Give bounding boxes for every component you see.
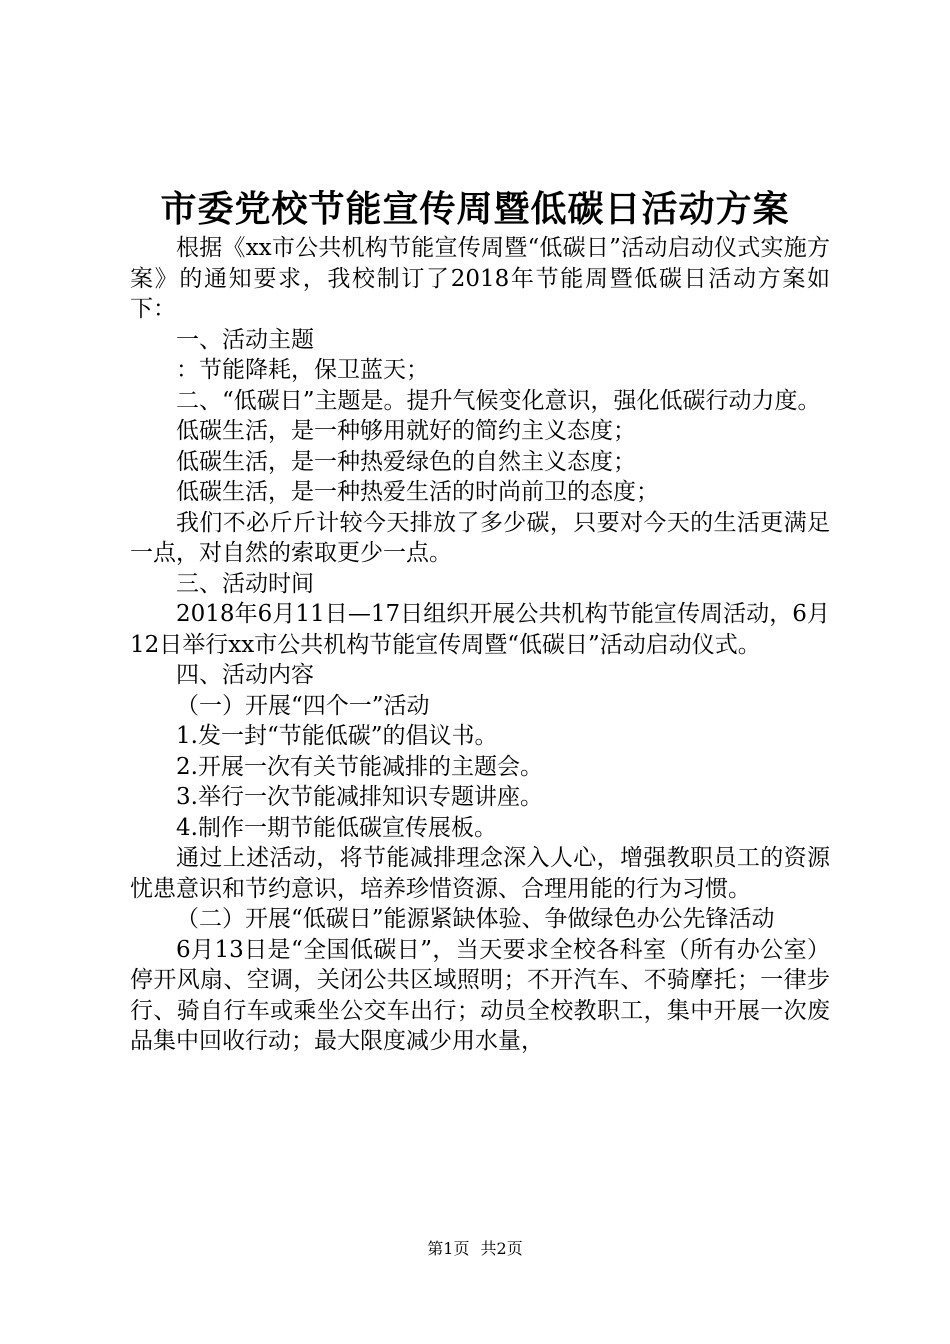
list-item-4: 4.制作一期节能低碳宣传展板。 <box>176 814 497 841</box>
page-footer <box>0 1239 950 1259</box>
paragraph-low-carbon-4: 我们不必斤斤计较今天排放了多少碳，只要对今天的生活更满足一点，对自然的索取更少一点。 <box>130 509 830 566</box>
paragraph-summary: 通过上述活动，将节能减排理念深入人心，增强教职员工的资源忧患意识和节约意识，培养珍惜资源、合理用能的行为习惯。 <box>130 845 830 902</box>
list-item-1: 1.发一封“节能低碳”的倡议书。 <box>176 723 498 749</box>
page-total: 共2页 <box>480 1239 523 1258</box>
paragraph-low-carbon-day-theme: 二、“低碳日”主题是。提升气候变化意识，强化低碳行动力度。 <box>176 387 821 414</box>
heading-theme: 一、活动主题 <box>176 326 314 353</box>
paragraph-low-carbon-2: 低碳生活，是一种热爱绿色的自然主义态度； <box>176 448 636 475</box>
heading-content: 四、活动内容 <box>176 662 314 688</box>
subheading-four-ones: （一）开展“四个一”活动 <box>176 692 430 719</box>
list-item-2: 2.开展一次有关节能减排的主题会。 <box>176 753 543 780</box>
paragraph-time: 2018年6月11日—17日组织开展公共机构节能宣传周活动，6月12日举行xx市公共机构节能宣传周暨“低碳日”活动启动仪式。 <box>130 601 830 658</box>
subheading-low-carbon-day: （二）开展“低碳日”能源紧缺体验、争做绿色办公先锋活动 <box>176 906 775 932</box>
list-item-3: 3.举行一次节能减排知识专题讲座。 <box>176 784 543 810</box>
paragraph-theme: ：节能降耗，保卫蓝天； <box>176 357 429 383</box>
paragraph-low-carbon-3: 低碳生活，是一种热爱生活的时尚前卫的态度； <box>176 479 659 505</box>
page-number: 第1页 <box>427 1239 470 1258</box>
heading-time: 三、活动时间 <box>176 570 314 597</box>
paragraph-intro: 根据《xx市公共机构节能宣传周暨“低碳日”活动启动仪式实施方案》的通知要求，我校制订了2018年节能周暨低碳日活动方案如下： <box>130 235 830 322</box>
paragraph-june-13: 6月13日是“全国低碳日”，当天要求全校各科室（所有办公室）停开风扇、空调，关闭公共区域照明；不开汽车、不骑摩托；一律步行、骑自行车或乘坐公交车出行；动员全校教职工，集中开展一次废品集中回收行动；最大限度减少用水量， <box>130 936 830 1054</box>
document-title: 市委党校节能宣传周暨低碳日活动方案 <box>160 188 790 230</box>
paragraph-low-carbon-1: 低碳生活，是一种够用就好的简约主义态度； <box>176 418 636 444</box>
document-body <box>130 233 830 1057</box>
